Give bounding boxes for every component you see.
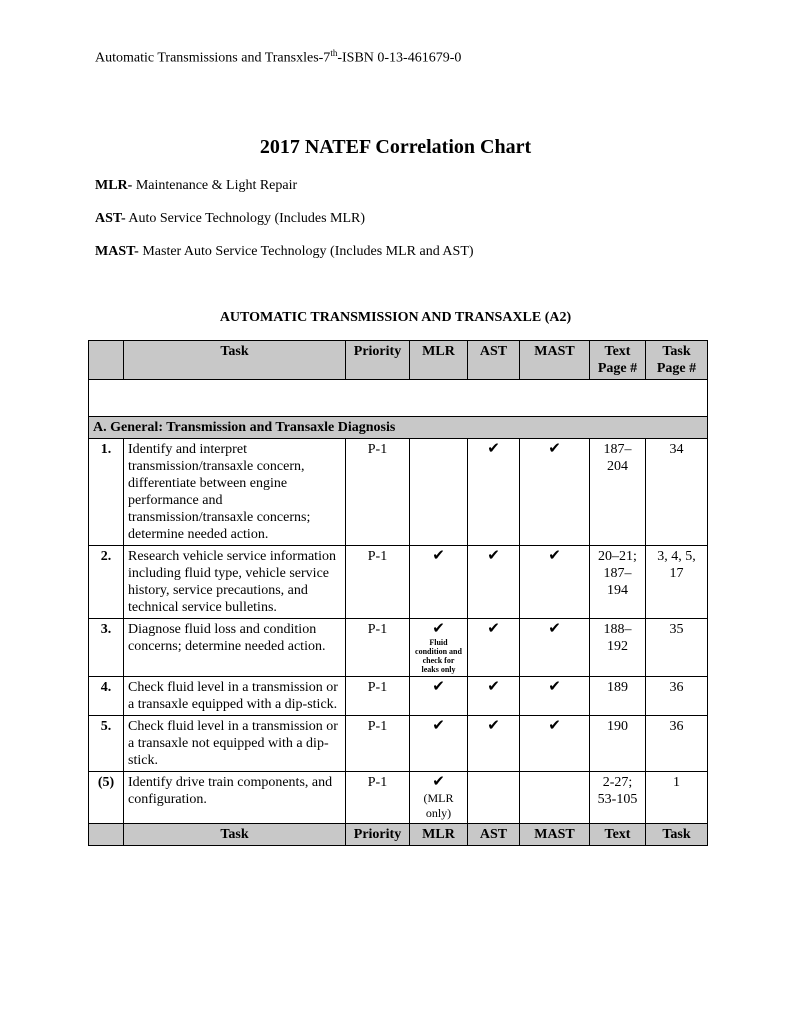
definition-text: Auto Service Technology (Includes MLR) (125, 211, 366, 226)
ast-cell (468, 677, 520, 716)
task-description: Research vehicle service information including fluid type, vehicle service history, service precautions, and technical service bulletins. (124, 546, 346, 619)
check-icon: ✔ (548, 621, 561, 637)
mlr-note: Fluid condition and check for leaks only (415, 638, 462, 674)
footer-mlr: MLR (410, 824, 468, 846)
table-row (89, 677, 708, 716)
section-heading: A. General: Transmission and Transaxle Diagnosis (89, 417, 708, 439)
mlr-cell (410, 546, 468, 619)
check-icon: ✔ (548, 718, 561, 734)
text-page-cell: 189 (590, 677, 646, 716)
check-icon: ✔ (432, 621, 445, 637)
check-icon: ✔ (548, 679, 561, 695)
ast-cell (468, 619, 520, 677)
check-icon: ✔ (432, 679, 445, 695)
task-page-cell: 3, 4, 5, 17 (646, 546, 708, 619)
header-text-page: Text Page # (590, 341, 646, 380)
footer-ast: AST (468, 824, 520, 846)
table-row (89, 772, 708, 824)
ast-cell (468, 772, 520, 824)
task-page-cell: 34 (646, 439, 708, 546)
priority-cell: P-1 (346, 619, 410, 677)
section-heading-row (89, 417, 708, 439)
mlr-cell (410, 677, 468, 716)
task-number: 4. (89, 677, 124, 716)
mast-cell (520, 716, 590, 772)
check-icon: ✔ (432, 774, 445, 790)
text-page-cell: 20–21; 187–194 (590, 546, 646, 619)
check-icon: ✔ (487, 548, 500, 564)
ast-cell (468, 546, 520, 619)
section-title: AUTOMATIC TRANSMISSION AND TRANSAXLE (A2) (219, 310, 572, 325)
book-header-edition-sup: th (330, 48, 338, 58)
task-number: 3. (89, 619, 124, 677)
task-description: Check fluid level in a transmission or a transaxle equipped with a dip-stick. (124, 677, 346, 716)
mlr-cell (410, 716, 468, 772)
task-description: Diagnose fluid loss and condition concerns; determine needed action. (124, 619, 346, 677)
footer-mast: MAST (520, 824, 590, 846)
definition-ast (95, 211, 365, 227)
mast-cell (520, 439, 590, 546)
footer-text: Text (590, 824, 646, 846)
text-page-cell: 188–192 (590, 619, 646, 677)
definition-abbr: MAST- (95, 244, 139, 259)
table-header-row (89, 341, 708, 380)
task-page-cell: 36 (646, 677, 708, 716)
task-description: Identify and interpret transmission/transaxle concern, differentiate between engine performance and transmission/transaxle concerns; determine needed action. (124, 439, 346, 546)
table-row (89, 619, 708, 677)
definition-text: Maintenance & Light Repair (132, 178, 298, 193)
check-icon: ✔ (487, 441, 500, 457)
task-page-cell: 36 (646, 716, 708, 772)
header-number-cell (89, 341, 124, 380)
correlation-table (88, 340, 708, 846)
footer-task-page: Task (646, 824, 708, 846)
check-icon: ✔ (548, 548, 561, 564)
ast-cell (468, 439, 520, 546)
mlr-cell (410, 772, 468, 824)
table-row (89, 716, 708, 772)
text-page-cell: 187–204 (590, 439, 646, 546)
task-description: Check fluid level in a transmission or a transaxle not equipped with a dip-stick. (124, 716, 346, 772)
task-description: Identify drive train components, and configuration. (124, 772, 346, 824)
page-title: 2017 NATEF Correlation Chart (259, 136, 532, 158)
footer-number-cell (89, 824, 124, 846)
text-page-cell: 190 (590, 716, 646, 772)
footer-task: Task (124, 824, 346, 846)
mast-cell (520, 619, 590, 677)
task-page-cell: 35 (646, 619, 708, 677)
header-task-page: Task Page # (646, 341, 708, 380)
table-footer-row (89, 824, 708, 846)
task-number: 5. (89, 716, 124, 772)
task-number: 1. (89, 439, 124, 546)
definition-abbr: AST- (95, 211, 126, 226)
header-ast: AST (468, 341, 520, 380)
definition-text: Master Auto Service Technology (Includes MLR and AST) (138, 244, 474, 259)
check-icon: ✔ (432, 548, 445, 564)
header-mlr: MLR (410, 341, 468, 380)
table-row (89, 439, 708, 546)
check-icon: ✔ (432, 718, 445, 734)
priority-cell: P-1 (346, 716, 410, 772)
book-header-isbn: -ISBN 0-13-461679-0 (337, 50, 462, 66)
blank-row (89, 380, 708, 417)
task-page-cell: 1 (646, 772, 708, 824)
mast-cell (520, 677, 590, 716)
priority-cell: P-1 (346, 677, 410, 716)
table-row (89, 546, 708, 619)
mlr-cell (410, 619, 468, 677)
priority-cell: P-1 (346, 439, 410, 546)
ast-cell (468, 716, 520, 772)
blank-cell (89, 380, 708, 417)
footer-priority: Priority (346, 824, 410, 846)
book-header (95, 48, 461, 67)
task-number: 2. (89, 546, 124, 619)
check-icon: ✔ (487, 621, 500, 637)
definition-mast (95, 244, 474, 260)
mast-cell (520, 546, 590, 619)
header-mast: MAST (520, 341, 590, 380)
check-icon: ✔ (487, 718, 500, 734)
book-header-title: Automatic Transmissions and Transxles-7 (95, 50, 331, 66)
text-page-cell: 2-27; 53-105 (590, 772, 646, 824)
header-task: Task (124, 341, 346, 380)
header-priority: Priority (346, 341, 410, 380)
priority-cell: P-1 (346, 772, 410, 824)
check-icon: ✔ (487, 679, 500, 695)
priority-cell: P-1 (346, 546, 410, 619)
task-number: (5) (89, 772, 124, 824)
mast-cell (520, 772, 590, 824)
check-icon: ✔ (548, 441, 561, 457)
definition-abbr: MLR- (95, 178, 133, 193)
mlr-note: (MLR only) (423, 791, 454, 820)
mlr-cell (410, 439, 468, 546)
definition-mlr (95, 178, 297, 194)
